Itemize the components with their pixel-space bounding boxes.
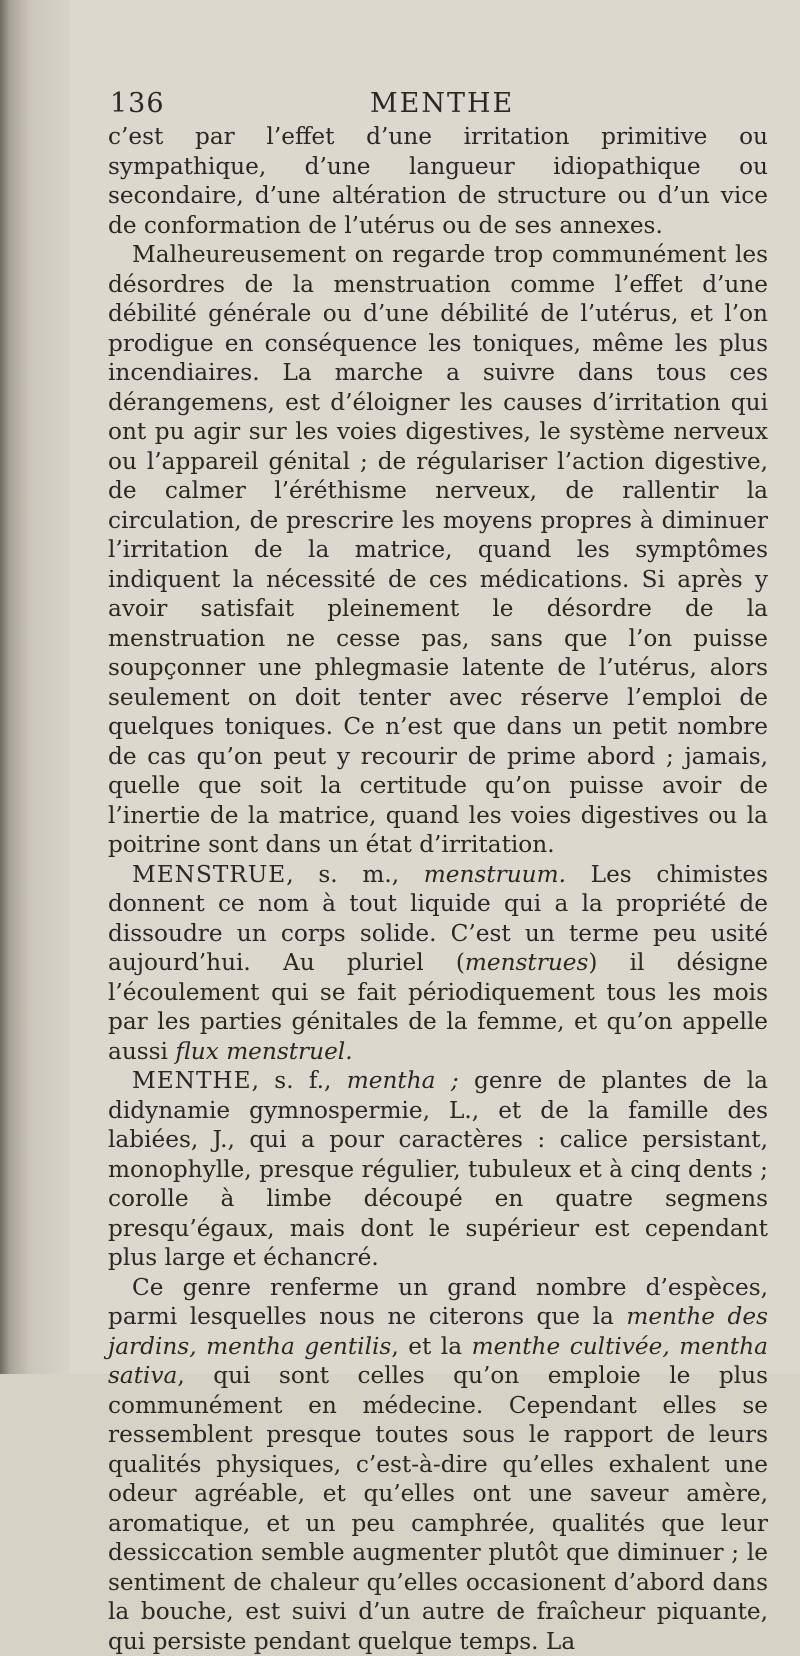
paragraph-continuation: c’est par l’effet d’une irritation primitive ou sympathique, d’une langueur idiopathique ou secondaire, d’une altération de structure ou d’un vice de conformation de l’utérus ou de ses annexes. (108, 122, 768, 240)
page-header (108, 88, 768, 122)
body-text (108, 122, 768, 1656)
headword-menstrue: MENSTRUE (132, 861, 286, 888)
paragraph-menthe-species: Ce genre renferme un grand nombre d’espèces, parmi lesquelles nous ne citerons que la menthe des jardins, mentha gentilis, et la menthe cultivée, mentha sativa, qui sont celles qu’on emploie le plus communément en médecine. Cependant elles se ressemblent presque toutes sous le rapport de leurs qualités physiques, c’est-à-dire qu’elles exhalent une odeur agréable, et qu’elles ont une saveur amère, aromatique, et un peu camphrée, qualités que leur dessiccation semble augmenter plutôt que diminuer ; le sentiment de chaleur qu’elles occasionent d’abord dans la bouche, est suivi d’un autre de fraîcheur piquante, qui persiste pendant quelque temps. La (108, 1273, 768, 1656)
entry-menthe: MENTHE, s. f., mentha ; genre de plantes de la didynamie gymnospermie, L., et de la famille des labiées, J., qui a pour caractères : calice persistant, monophylle, presque régulier, tubuleux et à cinq dents ; corolle à limbe découpé en quatre segmens presqu’égaux, mais dont le supérieur est cependant plus large et échancré. (108, 1066, 768, 1273)
entry-menstrue: MENSTRUE, s. m., menstruum. Les chimistes donnent ce nom à tout liquide qui a la propriété de dissoudre un corps solide. C’est un terme peu usité aujourd’hui. Au pluriel (menstrues) il désigne l’écoulement qui se fait périodiquement tous les mois par les parties génitales de la femme, et qu’on appelle aussi flux menstruel. (108, 860, 768, 1067)
page-content (108, 88, 768, 1656)
paragraph-menstruation-treatment: Malheureusement on regarde trop communément les désordres de la menstruation comme l’effet d’une débilité générale ou d’une débilité de l’utérus, et l’on prodigue en conséquence les toniques, même les plus incendiaires. La marche a suivre dans tous ces dérangemens, est d’éloigner les causes d’irritation qui ont pu agir sur les voies digestives, le système nerveux ou l’appareil génital ; de régulariser l’action digestive, de calmer l’éréthisme nerveux, de rallentir la circulation, de prescrire les moyens propres à diminuer l’irritation de la matrice, quand les symptômes indiquent la nécessité de ces médications. Si après y avoir satisfait pleinement le désordre de la menstruation ne cesse pas, sans que l’on puisse soupçonner une phlegmasie latente de l’utérus, alors seulement on doit tenter avec réserve l’emploi de quelques toniques. Ce n’est que dans un petit nombre de cas qu’on peut y recourir de prime abord ; jamais, quelle que soit la certitude qu’on puisse avoir de l’inertie de la matrice, quand les voies digestives ou la poitrine sont dans un état d’irritation. (108, 240, 768, 860)
headword-menthe: MENTHE (132, 1067, 252, 1094)
running-head: MENTHE (370, 88, 514, 119)
page-gutter (0, 0, 70, 1374)
page-number: 136 (110, 88, 165, 119)
